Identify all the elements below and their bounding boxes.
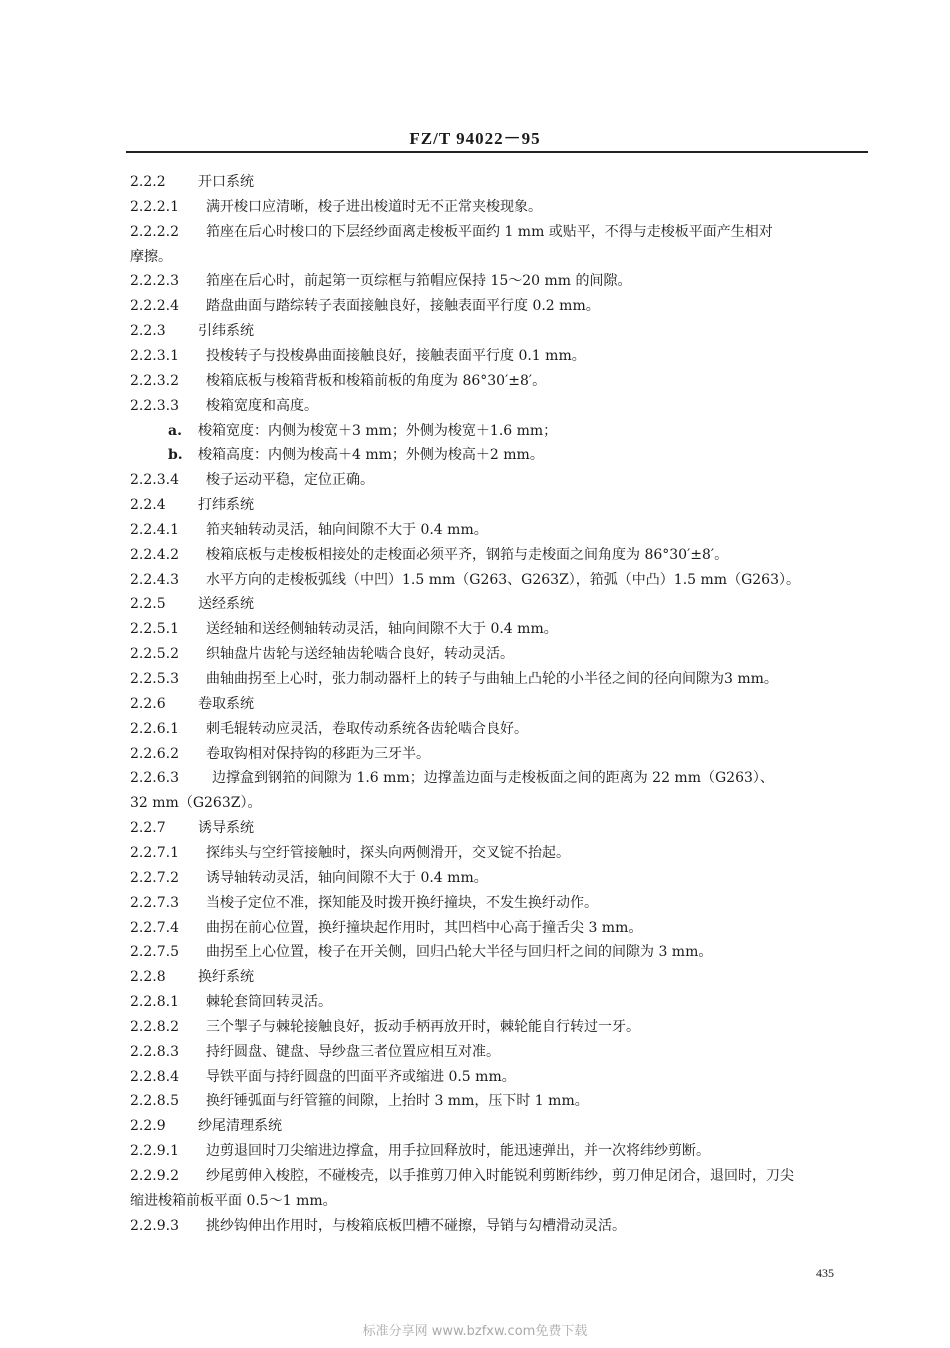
clause-text: 棘轮套筒回转灵活。 [206,994,332,1011]
clause-number: 2.2.3.3 [130,397,179,414]
clause-line [130,421,870,441]
clause-line [130,918,870,938]
clause-line [130,520,870,540]
clause-number: 2.2.7.2 [130,869,179,886]
clause-text: 持纡圆盘、键盘、导纱盘三者位置应相互对准。 [206,1043,500,1060]
clause-text: 曲拐至上心位置，梭子在开关侧，回归凸轮大半径与回归杆之间的间隙为 3 mm。 [206,944,713,961]
clause-line [130,1017,870,1037]
clause-number: 2.2.4 [130,497,166,514]
clause-text: 曲拐在前心位置，换纡撞块起作用时，其凹档中心高于撞舌尖 3 mm。 [206,919,643,936]
clause-number: 2.2.4.1 [130,521,179,538]
clause-line [130,1216,870,1236]
clause-text: 换纡系统 [198,969,254,986]
section-heading [130,321,870,341]
clause-line [130,545,870,565]
clause-text: 水平方向的走梭板弧线（中凹）1.5 mm（G263、G263Z），筘弧（中凸）1.5 mm（G263）。 [206,571,800,588]
clause-number: 2.2.3.1 [130,347,179,364]
clause-number: 2.2.9.2 [130,1168,179,1184]
clause-text: 纱尾清理系统 [198,1118,282,1135]
clause-text: 打纬系统 [198,497,254,514]
clause-text: 诱导系统 [198,820,254,837]
clause-line [130,619,870,639]
clause-text: 梭箱底板与走梭板相接处的走梭面必须平齐，钢筘与走梭面之间角度为 86°30′±8′。 [206,546,729,563]
clause-text: 梭箱高度：内侧为梭高＋4 mm；外侧为梭高＋2 mm。 [198,447,544,464]
section-heading [130,495,870,515]
clause-number: 2.2.8.3 [130,1043,179,1060]
clause-line [130,768,870,788]
continuation-line [130,793,870,813]
clause-text: 当梭子定位不准，探知能及时拨开换纡撞块，不发生换纡动作。 [206,894,598,911]
clause-number: a. [168,422,182,439]
clause-number: 2.2.6.2 [130,745,179,762]
clause-text: 诱导轴转动灵活，轴向间隙不大于 0.4 mm。 [206,869,488,886]
clause-line [130,570,870,590]
clause-number: 2.2.6 [130,695,166,712]
clause-line [130,719,870,739]
clause-number: 2.2.4.2 [130,546,179,563]
clause-number: 2.2.5.1 [130,621,179,638]
section-heading [130,818,870,838]
clause-text: 边撑盒到钢筘的间隙为 1.6 mm；边撑盖边面与走梭板面之间的距离为 22 mm（G263）、 [212,770,774,787]
section-heading [130,694,870,714]
clause-text: 32 mm（G263Z）。 [130,795,262,812]
clause-text: 边剪退回时刀尖缩进边撑盒，用手拉回释放时，能迅速弹出，并一次将纬纱剪断。 [206,1143,710,1160]
clause-text: 摩擦。 [130,248,172,265]
clause-text: 送经系统 [198,596,254,613]
clause-line [130,346,870,366]
section-heading [130,1116,870,1136]
clause-text: 梭子运动平稳，定位正确。 [206,472,374,489]
clause-line [130,396,870,416]
clause-number: 2.2.3.2 [130,372,179,389]
clause-number: 2.2.5.2 [130,646,179,663]
clause-number: 2.2.7.3 [130,894,179,911]
clause-line [130,1042,870,1062]
clause-number: 2.2.7.1 [130,844,179,861]
clause-line [130,1091,870,1111]
clause-line [130,992,870,1012]
clause-text: 送经轴和送经侧轴转动灵活，轴向间隙不大于 0.4 mm。 [206,621,558,638]
clause-text: 换纡锤弧面与纡管箍的间隙，上抬时 3 mm，压下时 1 mm。 [206,1093,589,1110]
clause-number: 2.2.6.3 [130,770,179,787]
clause-text: 满开梭口应清晰，梭子进出梭道时无不正常夹梭现象。 [206,198,542,215]
clause-number: 2.2.8.5 [130,1093,179,1110]
clause-line [130,197,870,217]
document-code-header: FZ/T 94022－95 [409,129,541,148]
clause-line [130,843,870,863]
clause-line [130,470,870,490]
clause-line [130,942,870,962]
clause-line [130,1166,870,1186]
clause-text: 卷取系统 [198,695,254,712]
clause-number: 2.2.5.3 [130,671,179,687]
continuation-line [130,247,870,267]
section-heading [130,594,870,614]
clause-text: 卷取钩相对保持钩的移距为三牙半。 [206,745,430,762]
clause-text: 三个掣子与棘轮接触良好，扳动手柄再放开时，棘轮能自行转过一牙。 [206,1018,640,1035]
clause-text: 踏盘曲面与踏综转子表面接触良好，接触表面平行度 0.2 mm。 [206,298,600,315]
clause-text: 梭箱宽度和高度。 [206,397,318,414]
clause-number: 2.2.8.1 [130,994,179,1011]
footer-watermark: 标准分享网 www.bzfxw.com免费下载 [362,1324,588,1339]
clause-line [130,222,870,242]
clause-number: 2.2.2.3 [130,273,179,290]
continuation-line [130,1191,870,1211]
clause-text: 曲轴曲拐至上心时，张力制动器杆上的转子与曲轴上凸轮的小半径之间的径向间隙为3 mm。 [206,671,778,687]
clause-line [130,296,870,316]
clause-line [130,669,870,689]
clause-line [130,893,870,913]
section-heading [130,172,870,192]
clause-text: 刺毛辊转动应灵活，卷取传动系统各齿轮啮合良好。 [206,720,528,737]
clause-number: 2.2.8.2 [130,1018,179,1035]
clause-text: 筘座在后心时，前起第一页综框与筘帽应保持 15～20 mm 的间隙。 [206,273,632,290]
clause-text: 织轴盘片齿轮与送经轴齿轮啮合良好，转动灵活。 [206,646,514,663]
clause-text: 探纬头与空纡管接触时，探头向两侧滑开，交叉锭不抬起。 [206,844,570,861]
clause-number: 2.2.9.1 [130,1143,179,1160]
clause-text: 投梭转子与投梭鼻曲面接触良好，接触表面平行度 0.1 mm。 [206,347,586,364]
clause-line [130,371,870,391]
clause-number: 2.2.7.5 [130,944,179,961]
clause-text: 挑纱钩伸出作用时，与梭箱底板凹槽不碰擦，导销与勾槽滑动灵活。 [206,1217,626,1234]
clause-text: 引纬系统 [198,323,254,340]
clause-number: 2.2.4.3 [130,571,179,588]
clause-line [130,445,870,465]
clause-number: 2.2.9 [130,1118,166,1135]
clause-line [130,1141,870,1161]
header-rule [126,151,868,153]
clause-number: 2.2.9.3 [130,1217,179,1234]
clause-text: 筘夹轴转动灵活，轴向间隙不大于 0.4 mm。 [206,521,488,538]
clause-text: 梭箱宽度：内侧为梭宽＋3 mm；外侧为梭宽＋1.6 mm； [198,422,558,439]
clause-line [130,1067,870,1087]
clause-number: 2.2.6.1 [130,720,179,737]
clause-number: 2.2.5 [130,596,166,613]
clause-number: b. [168,447,183,464]
clause-number: 2.2.8 [130,969,166,986]
clause-line [130,644,870,664]
page-number: 435 [816,1266,834,1280]
clause-text: 筘座在后心时梭口的下层经纱面离走梭板平面约 1 mm 或贴平，不得与走梭板平面产生相对 [206,223,773,240]
clause-number: 2.2.8.4 [130,1068,179,1085]
clause-text: 导铁平面与持纡圆盘的凹面平齐或缩进 0.5 mm。 [206,1068,516,1085]
clause-line [130,868,870,888]
clause-number: 2.2.2.1 [130,198,179,215]
clause-text: 纱尾剪伸入梭腔，不碰梭壳，以手推剪刀伸入时能锐利剪断纬纱，剪刀伸足闭合，退回时，刀尖 [206,1168,794,1184]
clause-text: 梭箱底板与梭箱背板和梭箱前板的角度为 86°30′±8′。 [206,372,547,389]
clause-text: 缩进梭箱前板平面 0.5～1 mm。 [130,1192,337,1209]
clause-line [130,271,870,291]
clause-number: 2.2.3 [130,323,166,340]
clause-number: 2.2.2.2 [130,223,179,240]
clause-number: 2.2.7.4 [130,919,179,936]
section-heading [130,967,870,987]
clause-text: 开口系统 [198,174,254,190]
clause-number: 2.2.7 [130,820,166,837]
clause-line [130,744,870,764]
clause-number: 2.2.2 [130,174,166,190]
clause-number: 2.2.2.4 [130,298,179,315]
clause-number: 2.2.3.4 [130,472,179,489]
